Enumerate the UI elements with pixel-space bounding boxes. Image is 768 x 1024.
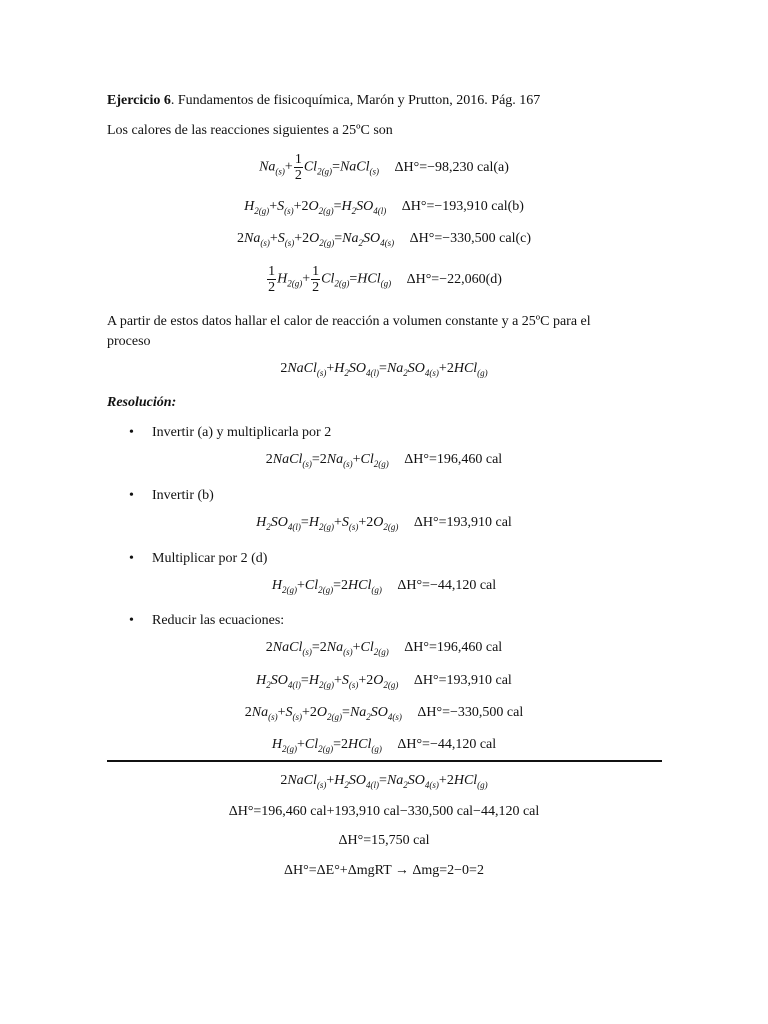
step-4-text: Reducir las ecuaciones:	[152, 613, 285, 628]
step-1-text: Invertir (a) y multiplicarla por 2	[152, 425, 332, 440]
bullet-dot: •	[129, 488, 134, 503]
reduce-1-enthalpy: ΔH°=196,460 cal	[404, 640, 503, 655]
step-3-equation: $H_{2(g)}+Cl_{2(g)}=2HCl_{(g)}$ ΔH°=−44,120 cal	[271, 578, 497, 595]
reduce-equation-2: $H_2SO_{4(l)}=H_{2(g)}+S_{(s)}+2O_{2(g)}$ ΔH°=193,910 cal	[256, 673, 512, 690]
sum-divider	[107, 760, 662, 762]
reduce-equation-3: $2Na_{(s)}+S_{(s)}+2O_{2(g)}=Na_2SO_{4(s)}$ ΔH°=−330,500 cal	[244, 705, 524, 722]
exercise-label: Ejercicio 6	[107, 93, 171, 108]
equation-c-enthalpy: ΔH°=−330,500 cal(c)	[409, 231, 531, 246]
enthalpy-sum: ΔH°=196,460 cal+193,910 cal−330,500 cal−44,120 cal	[228, 804, 540, 819]
energy-relation: ΔH°=ΔE°+ΔmgRT → Δmg=2−0=2	[284, 863, 484, 878]
resolution-heading: Resolución:	[107, 395, 177, 410]
bullet-dot: •	[129, 613, 134, 628]
step-2-enthalpy: ΔH°=193,910 cal	[413, 515, 512, 530]
exercise-heading	[107, 91, 540, 111]
step-3-enthalpy: ΔH°=−44,120 cal	[397, 578, 497, 593]
target-reaction: $2NaCl_{(s)}+H_2SO_{4(l)}=Na_2SO_{4(s)}+2HCl_{(g)}$	[280, 361, 488, 378]
equation-d: $\frac{1}{2}$ $H_{2(g)}+$ $\frac{1}{2}$ $Cl_{2(g)}=HCl_{(g)}$ ΔH°=−22,060(d)	[268, 264, 502, 295]
bullet-dot: •	[129, 425, 134, 440]
step-1-enthalpy: ΔH°=196,460 cal	[404, 452, 503, 467]
exercise-reference: . Fundamentos de fisicoquímica, Marón y Prutton, 2016. Pág. 167	[170, 93, 541, 108]
equation-c: $2Na_{(s)}+S_{(s)}+2O_{2(g)}=Na_2SO_{4(s)}$ ΔH°=−330,500 cal(c)	[236, 231, 531, 248]
bullet-dot: •	[129, 551, 134, 566]
reduce-equation-4: $H_{2(g)}+Cl_{2(g)}=2HCl_{(g)}$ ΔH°=−44,120 cal	[271, 737, 497, 754]
reduce-equation-1: $2NaCl_{(s)}=2Na_{(s)}+Cl_{2(g)}$ ΔH°=196,460 cal	[265, 640, 503, 657]
question-line-2: proceso	[107, 334, 151, 349]
reduce-2-enthalpy: ΔH°=193,910 cal	[413, 673, 512, 688]
net-reaction: $2NaCl_{(s)}+H_2SO_{4(l)}=Na_2SO_{4(s)}+2HCl_{(g)}$	[280, 773, 488, 790]
step-1-equation: $2NaCl_{(s)}=2Na_{(s)}+Cl_{2(g)}$ ΔH°=196,460 cal	[265, 452, 503, 469]
enthalpy-result: ΔH°=15,750 cal	[338, 833, 430, 848]
equation-d-enthalpy: ΔH°=−22,060(d)	[406, 271, 502, 287]
step-3-text: Multiplicar por 2 (d)	[152, 551, 268, 566]
reduce-4-enthalpy: ΔH°=−44,120 cal	[397, 737, 497, 752]
question-line-1: A partir de estos datos hallar el calor de reacción a volumen constante y a 25ºC para el	[107, 314, 591, 329]
equation-a: $Na_{(s)}+$ $\frac{1}{2}$ $Cl_{2(g)}=NaCl_{(s)}$ ΔH°=−98,230 cal(a)	[259, 152, 509, 183]
reduce-3-enthalpy: ΔH°=−330,500 cal	[417, 705, 524, 720]
step-2-equation: $H_2SO_{4(l)}=H_{2(g)}+S_{(s)}+2O_{2(g)}$ ΔH°=193,910 cal	[256, 515, 512, 532]
step-2-text: Invertir (b)	[152, 488, 214, 503]
equation-a-enthalpy: ΔH°=−98,230 cal(a)	[394, 159, 509, 175]
equation-b-enthalpy: ΔH°=−193,910 cal(b)	[401, 199, 524, 214]
equation-b: $H_{2(g)}+S_{(s)}+2O_{2(g)}=H_2SO_{4(l)}$ ΔH°=−193,910 cal(b)	[244, 199, 524, 216]
intro-text: Los calores de las reacciones siguientes a 25ºC son	[107, 123, 393, 138]
